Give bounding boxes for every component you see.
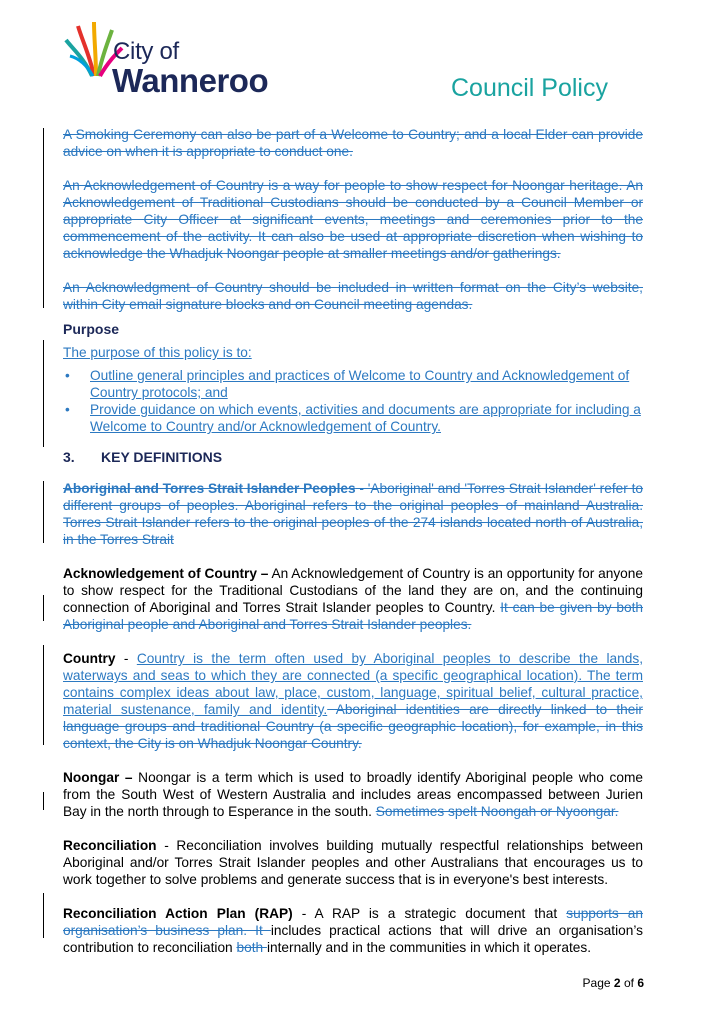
bullet-icon: • (65, 402, 70, 417)
change-bar (43, 128, 44, 308)
change-bar (43, 893, 44, 938)
bullet-icon: • (65, 368, 70, 383)
change-bar (43, 595, 44, 621)
acknowledgement-paragraph: An Acknowledgement of Country is a way for people to show respect for Noongar heritage. An Acknowledgement of Traditional Custodians should be conducted by a Council Member or appropriate City Officer at significant events, meetings and ceremonies prior to the commencement of the activity. It can also be used at appropriate discretion when wishing to acknowledge the Whadjuk Noongar people at smaller meetings and/or gatherings. (63, 178, 643, 261)
written-format-paragraph: An Acknowledgment of Country should be included in written format on the City’s website, within City email signature blocks and on Council meeting agendas. (63, 280, 643, 312)
purpose-intro: The purpose of this policy is to: (63, 345, 252, 360)
change-bar (43, 792, 44, 810)
change-bar (43, 645, 44, 745)
purpose-list (63, 367, 643, 435)
definition-acknowledgement-of-country: Acknowledgement of Country – An Acknowledgement of Country is an opportunity for anyone to show respect for the Traditional Custodians of the land they are on, and the continuing connection of Aboriginal and Torres Strait Islander peoples to Country. It can be given by both Aboriginal people and Aboriginal and Torres Strait Islander peoples. (63, 566, 643, 632)
definition-rap: Reconciliation Action Plan (RAP) - A RAP is a strategic document that supports an organisation’s business plan. It includes practical actions that will drive an organisation’s contribution to reconciliation both internally and in the communities in which it operates. (63, 906, 643, 955)
change-bar (43, 340, 44, 447)
document-type-title: Council Policy (450, 74, 608, 102)
definition-atsi: Aboriginal and Torres Strait Islander Peoples - 'Aboriginal' and 'Torres Strait Islander' refer to different groups of peoples. Aboriginal refers to the original peoples of mainland Australia. Torres Strait Islander refers to the original peoples of the 274 islands located north of Australia, in the Torres Strait (63, 481, 644, 547)
smoking-ceremony-paragraph: A Smoking Ceremony can also be part of a Welcome to Country; and a local Elder can provide advice on when it is appropriate to conduct one. (63, 127, 643, 159)
logo-text-wanneroo: Wanneroo (112, 62, 269, 99)
list-item: • Outline general principles and practices of Welcome to Country and Acknowledgement of Country protocols; and (65, 368, 630, 400)
definition-reconciliation: Reconciliation - Reconciliation involves building mutually respectful relationships between Aboriginal and/or Torres Strait Islander peoples and other Australians that encourages us to work together to solve problems and generate success that is in everyone's best interests. (63, 838, 643, 887)
list-item: • Provide guidance on which events, activities and documents are appropriate for including a Welcome to Country and/or Acknowledgement of Country. (65, 402, 641, 434)
definition-noongar: Noongar – Noongar is a term which is used to broadly identify Aboriginal people who come from the South West of Western Australia and includes areas encompassed between Jurien Bay in the north through to Esperance in the south. Sometimes spelt Noongah or Nyoongar. (63, 770, 643, 819)
page-number: Page 2 of 6 (582, 976, 644, 990)
definition-country: Country - Country is the term often used by Aboriginal peoples to describe the lands, waterways and seas to which they are connected (a specific geographical location). The term contains complex ideas about law, place, custom, language, spiritual belief, cultural practice, material sustenance, family and identity. Aboriginal identities are directly linked to their language groups and traditional Country (a specific geographic location), for example, in this context, the City is on Whadjuk Noongar Country. (63, 651, 643, 751)
change-bar (43, 481, 44, 543)
purpose-heading: Purpose (63, 321, 120, 337)
section-heading: 3. KEY DEFINITIONS (63, 449, 223, 465)
logo-text-city-of: City of (113, 38, 179, 65)
document-body (63, 126, 643, 956)
